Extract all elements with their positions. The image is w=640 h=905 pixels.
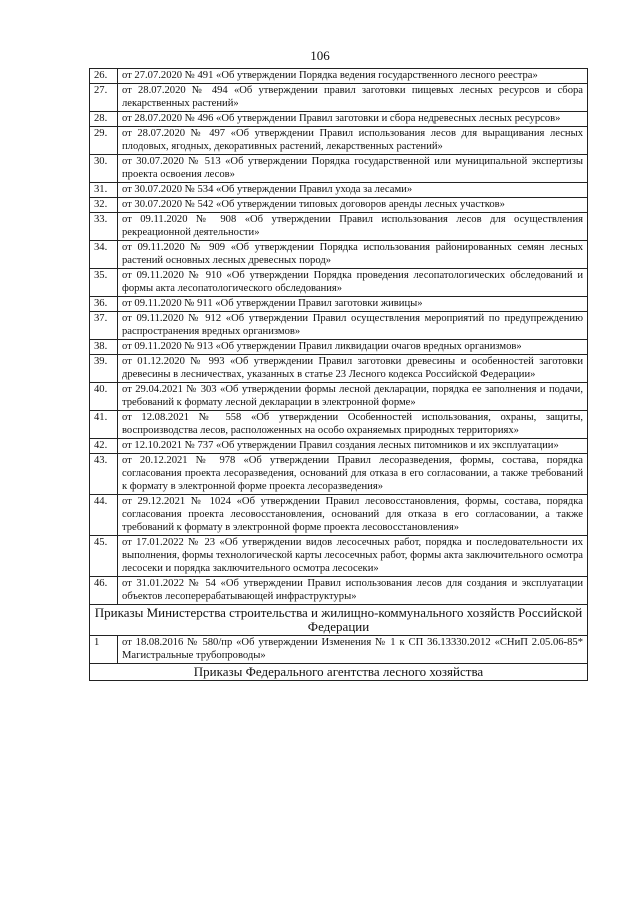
row-number: 38. (90, 340, 118, 355)
row-number: 46. (90, 577, 118, 605)
row-text: от 09.11.2020 № 912 «Об утверждении Правил осуществления мероприятий по предупреждению распространения вредных организмов» (118, 312, 588, 340)
row-text: от 30.07.2020 № 542 «Об утверждении типовых договоров аренды лесных участков» (118, 198, 588, 213)
table-row (90, 439, 588, 454)
table-row (90, 155, 588, 183)
row-number: 31. (90, 183, 118, 198)
section-header-minstroy (90, 605, 588, 636)
row-text: от 09.11.2020 № 913 «Об утверждении Правил ликвидации очагов вредных организмов» (118, 340, 588, 355)
row-number: 45. (90, 536, 118, 577)
row-text: от 20.12.2021 № 978 «Об утверждении Правил лесоразведения, формы, состава, порядка согласования проекта лесоразведения, оснований для отказа в его согласовании, а также требований к формату в электронной форме проекта лесоразведения» (118, 454, 588, 495)
row-number: 32. (90, 198, 118, 213)
table-row (90, 355, 588, 383)
row-text: от 30.07.2020 № 513 «Об утверждении Порядка государственной или муниципальной экспертизы проекта освоения лесов» (118, 155, 588, 183)
row-number: 35. (90, 269, 118, 297)
row-text: от 12.08.2021 № 558 «Об утверждении Особенностей использования, охраны, защиты, воспроизводства лесов, расположенных на особо охраняемых природных территориях» (118, 411, 588, 439)
row-text: от 30.07.2020 № 534 «Об утверждении Правил ухода за лесами» (118, 183, 588, 198)
row-number: 29. (90, 127, 118, 155)
row-text: от 28.07.2020 № 496 «Об утверждении Правил заготовки и сбора недревесных лесных ресурсов» (118, 112, 588, 127)
row-number: 36. (90, 297, 118, 312)
table-row (90, 411, 588, 439)
table-row (90, 69, 588, 84)
row-text: от 01.12.2020 № 993 «Об утверждении Правил заготовки древесины и особенностей заготовки древесины в лесничествах, указанных в статье 23 Лесного кодекса Российской Федерации» (118, 355, 588, 383)
table-row (90, 241, 588, 269)
page-number: 106 (310, 48, 330, 63)
row-number: 34. (90, 241, 118, 269)
table-row (90, 312, 588, 340)
table-row (90, 577, 588, 605)
row-text: от 12.10.2021 № 737 «Об утверждении Правил создания лесных питомников и их эксплуатации» (118, 439, 588, 454)
row-text: от 09.11.2020 № 910 «Об утверждении Порядка проведения лесопатологических обследований и формы акта лесопатологического обследования» (118, 269, 588, 297)
row-text: от 31.01.2022 № 54 «Об утверждении Правил использования лесов для создания и эксплуатации объектов лесоперерабатывающей инфраструктуры» (118, 577, 588, 605)
row-text: от 28.07.2020 № 497 «Об утверждении Правил использования лесов для выращивания лесных плодовых, ягодных, декоративных растений, лекарственных растений» (118, 127, 588, 155)
table-row (90, 84, 588, 112)
table-row (90, 297, 588, 312)
row-number: 40. (90, 383, 118, 411)
row-text: от 17.01.2022 № 23 «Об утверждении видов лесосечных работ, порядка и последовательности их выполнения, формы технологической карты лесосечных работ, формы акта заключительного осмотра лесосеки и порядка заключительного осмотра лесосеки» (118, 536, 588, 577)
row-number: 30. (90, 155, 118, 183)
row-number: 28. (90, 112, 118, 127)
section-header-minstroy-title: Приказы Министерства строительства и жилищно-коммунального хозяйств Российской Федерации (90, 605, 588, 636)
row-text: от 27.07.2020 № 491 «Об утверждении Порядка ведения государственного лесного реестра» (118, 69, 588, 84)
table-row (90, 213, 588, 241)
row-number: 27. (90, 84, 118, 112)
row-number: 42. (90, 439, 118, 454)
row-text: от 29.04.2021 № 303 «Об утверждении формы лесной декларации, порядка ее заполнения и подачи, требований к формату лесной декларации в электронной форме» (118, 383, 588, 411)
row-number: 41. (90, 411, 118, 439)
table-row (90, 536, 588, 577)
row-number: 1 (90, 636, 118, 664)
row-text: от 18.08.2016 № 580/пр «Об утверждении Изменения № 1 к СП 36.13330.2012 «СНиП 2.05.06-85* Магистральные трубопроводы» (118, 636, 588, 664)
row-number: 39. (90, 355, 118, 383)
row-number: 33. (90, 213, 118, 241)
table-row (90, 454, 588, 495)
section-header-forestry-title: Приказы Федерального агентства лесного хозяйства (90, 664, 588, 681)
orders-table (89, 68, 588, 681)
row-text: от 09.11.2020 № 908 «Об утверждении Правил использования лесов для осуществления рекреационной деятельности» (118, 213, 588, 241)
table-row (90, 383, 588, 411)
table-row (90, 495, 588, 536)
row-text: от 28.07.2020 № 494 «Об утверждении правил заготовки пищевых лесных ресурсов и сбора лекарственных растений» (118, 84, 588, 112)
section-header-forestry (90, 664, 588, 681)
table-row (90, 636, 588, 664)
table-row (90, 127, 588, 155)
table-row (90, 269, 588, 297)
table-row (90, 198, 588, 213)
row-text: от 09.11.2020 № 909 «Об утверждении Порядка использования районированных семян лесных растений основных лесных древесных пород» (118, 241, 588, 269)
row-text: от 09.11.2020 № 911 «Об утверждении Правил заготовки живицы» (118, 297, 588, 312)
table-row (90, 183, 588, 198)
row-number: 26. (90, 69, 118, 84)
table-row (90, 340, 588, 355)
row-number: 37. (90, 312, 118, 340)
table-row (90, 112, 588, 127)
orders-table-body (90, 69, 588, 681)
row-number: 44. (90, 495, 118, 536)
row-number: 43. (90, 454, 118, 495)
row-text: от 29.12.2021 № 1024 «Об утверждении Правил лесовосстановления, формы, состава, порядка согласования проекта лесовосстановления, оснований для отказа в его согласовании, а также требований к формату в электронной форме проекта лесовосстановления» (118, 495, 588, 536)
